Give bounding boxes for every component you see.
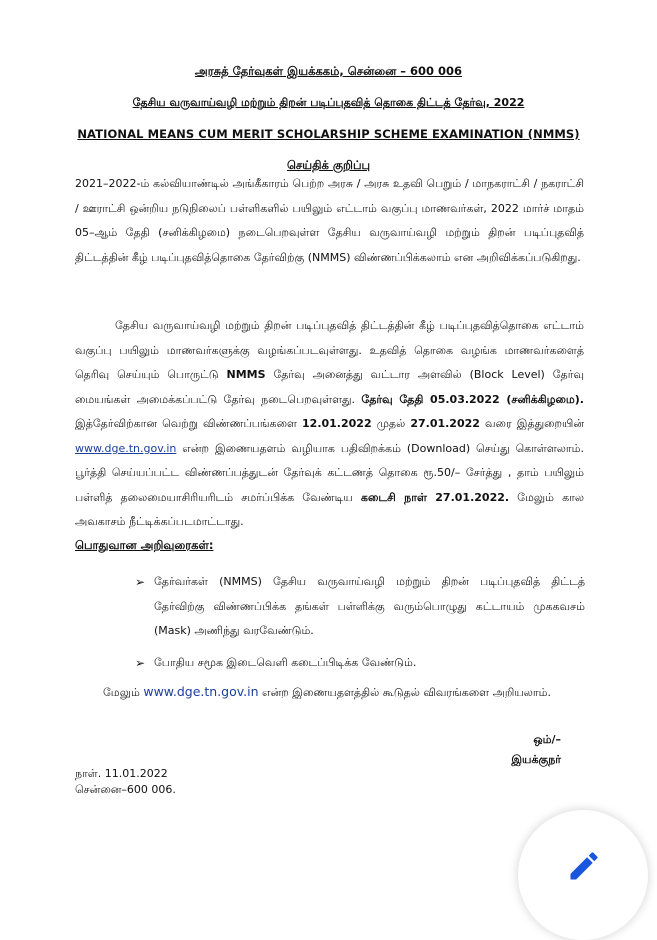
p2-text-a: தேசிய வருவாய்வழி மற்றும் திறன் படிப்புதவித் திட்டத்தின் கீழ் படிப்புதவித்தொகை எட்டாம் வகுப்பு பயிலும் மாணவர்களுக்கு வழங்கப்படவுள்ளது. உதவித் தொகை வழங்க மாணவர்களைத் தெரிவு செய்யும் பொருட்டு (75, 319, 584, 381)
arrow-bullet-icon: ➢ (135, 655, 146, 670)
list-item (135, 570, 585, 644)
p2-text-e: வரை இத்துறையின் (479, 417, 585, 430)
p2-nmms: NMMS (226, 368, 266, 381)
more-text-a: மேலும் (103, 686, 144, 699)
exam-date: தேர்வு தேதி 05.03.2022 (சனிக்கிழமை). (361, 392, 584, 406)
list-item-text: போதிய சமூக இடைவெளி கடைப்பிடிக்க வேண்டும். (154, 655, 417, 669)
p2-text-c: இத்தேர்விற்கான வெற்று விண்ணப்பங்களை (75, 417, 303, 430)
p2-text-b: தேர்வு அனைத்து வட்டார அளவில் (Block Level) தேர்வு மையங்கள் அமைக்கப்பட்டு தேர்வு நடைபெறவுள்ளது. (75, 368, 584, 406)
pencil-icon (566, 848, 602, 884)
issue-place: சென்னை–600 006. (75, 783, 176, 796)
designation: இயக்குநர் (511, 753, 561, 766)
issue-date: நாள். 11.01.2022 (75, 767, 168, 780)
edit-fab-button[interactable] (518, 810, 648, 940)
more-website-link[interactable]: www.dge.tn.gov.in (143, 684, 259, 699)
p2-text-f: என்ற இணையதளம் வழியாக பதிவிறக்கம் (Download) செய்து கொள்ளலாம். பூர்த்தி செய்யப்பட்ட விண்ணப்பத்துடன் தேர்வுக் கட்டணத் தொகை ரூ.50/– சேர்த்து , தாம் பயிலும் பள்ளித் தலைமையாசிரியரிடம் சமர்ப்பிக்க வேண்டிய (75, 441, 584, 504)
website-link[interactable]: www.dge.tn.gov.in (75, 441, 177, 455)
list-item-text: தேர்வர்கள் (NMMS) தேசிய வருவாய்வழி மற்றும் திறன் படிப்புதவித் திட்டத் தேர்விற்கு விண்ணப்பிக்க தங்கள் பள்ளிக்கு வரும்பொழுது கட்டாயம் முககவசம் (Mask) அணிந்து வரவேண்டும். (154, 575, 585, 637)
p2-text-g: மேலும் கால அவகாசம் நீட்டிக்கப்படமாட்டாது. (75, 490, 584, 528)
footer-block (75, 766, 176, 798)
p2-text-d: முதல் (371, 417, 411, 430)
press-release-heading: செய்திக் குறிப்பு (286, 158, 371, 172)
paragraph-1: 2021–2022-ம் கல்வியாண்டில் அங்கீகாரம் பெற்ற அரசு / அரசு உதவி பெறும் / மாநகராட்சி / நகராட்சி / ஊராட்சி ஒன்றிய நடுநிலைப் பள்ளிகளில் பயிலும் எட்டாம் வகுப்பு மாணவர்கள், 2022 மார்ச் மாதம் 05–ஆம் தேதி (சனிக்கிழமை) நடைபெறவுள்ள தேசிய வருவாய்வழி மற்றும் திறன் படிப்புதவித் திட்டத்தின் கீழ் படிப்புதவித்தொகை தேர்விற்கு (NMMS) விண்ணப்பிக்கலாம் என அறிவிக்கப்படுகிறது. (75, 177, 584, 264)
instructions-list (135, 570, 585, 675)
exam-title-english: NATIONAL MEANS CUM MERIT SCHOLARSHIP SCHEME EXAMINATION (NMMS) (77, 127, 580, 141)
arrow-bullet-icon: ➢ (135, 575, 146, 589)
list-item (135, 651, 585, 676)
more-text-b: என்ற இணையதளத்தில் கூடுதல் விவரங்களை அறியலாம். (258, 686, 551, 699)
more-info-paragraph (75, 680, 584, 705)
office-heading: அரசுத் தேர்வுகள் இயக்ககம், சென்னை – 600 006 (194, 64, 463, 78)
signature-block (511, 730, 561, 770)
general-instructions-heading: பொதுவான அறிவுரைகள்: (75, 538, 214, 552)
date-from: 12.01.2022 (302, 417, 372, 430)
last-date: கடைசி நாள் 27.01.2022. (360, 490, 510, 504)
date-to: 27.01.2022 (410, 417, 480, 430)
exam-title-tamil: தேசிய வருவாய்வழி மற்றும் திறன் படிப்புதவித் தொகை திட்டத் தேர்வு, 2022 (132, 96, 525, 109)
signed-mark: ஒம்/– (533, 733, 561, 746)
paragraph-2 (75, 314, 584, 535)
